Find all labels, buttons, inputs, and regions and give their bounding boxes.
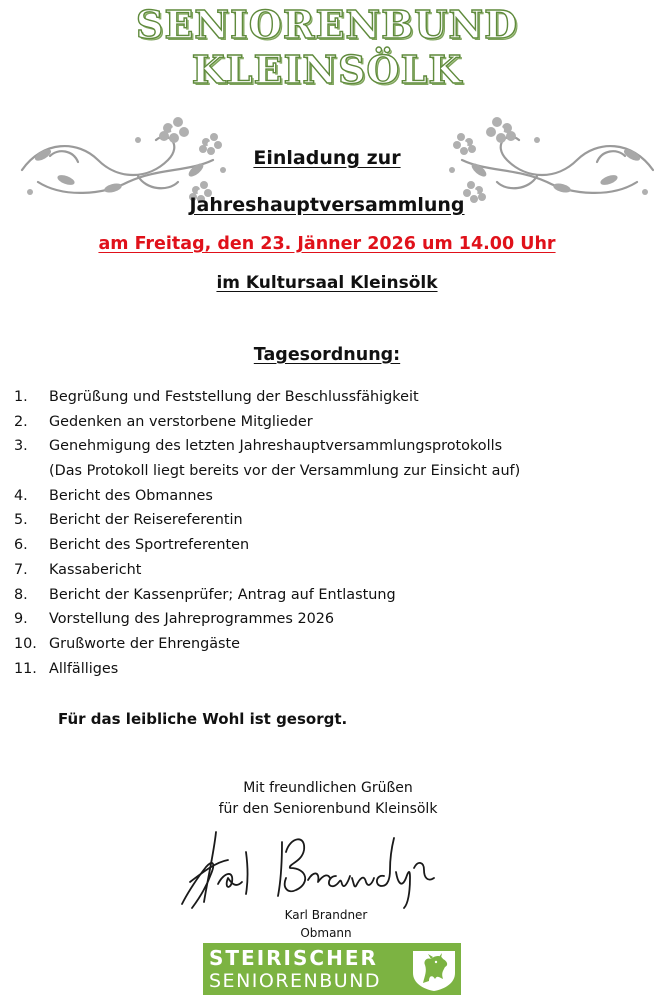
agenda-item-text: Bericht der Reisereferentin	[49, 512, 243, 529]
agenda-item-text: Bericht des Sportreferenten	[49, 537, 250, 554]
agenda-item	[14, 412, 644, 437]
signer-role: Obmann	[300, 926, 352, 940]
agenda-item	[14, 560, 644, 585]
agenda-item	[14, 585, 644, 610]
agenda-item-number: 2.	[14, 413, 28, 430]
event-date: am Freitag, den 23. Jänner 2026 um 14.00 Uhr	[98, 234, 556, 254]
greeting-line2: für den Seniorenbund Kleinsölk	[218, 801, 438, 817]
agenda-item-text: Begrüßung und Feststellung der Beschlussfähigkeit	[49, 389, 419, 405]
agenda-item-text: Vorstellung des Jahreprogrammes 2026	[49, 611, 335, 628]
agenda-item-text: Kassabericht	[49, 561, 142, 578]
agenda-item-number: 10.	[14, 635, 37, 652]
agenda-item-text: Gedenken an verstorbene Mitglieder	[49, 413, 313, 430]
agenda-item	[14, 659, 644, 684]
greeting-line1: Mit freundlichen Grüßen	[243, 780, 413, 796]
agenda-item-number: 1.	[14, 389, 28, 405]
agenda-item	[14, 634, 644, 659]
catering-note: Für das leibliche Wohl ist gesorgt.	[58, 710, 348, 728]
logo-text	[209, 946, 409, 992]
invitation-heading-line1: Einladung zur	[253, 147, 401, 169]
steirischer-seniorenbund-logo	[203, 943, 461, 995]
signer-name: Karl Brandner	[284, 908, 368, 922]
agenda-title: Tagesordnung:	[253, 345, 401, 365]
agenda-item	[14, 609, 644, 634]
agenda-item-number: 5.	[14, 512, 28, 529]
agenda-item-text: Allfälliges	[49, 660, 119, 677]
agenda-item	[14, 436, 644, 485]
agenda-item-note: (Das Protokoll liegt bereits vor der Versammlung zur Einsicht auf)	[49, 463, 521, 480]
agenda-list	[14, 387, 644, 683]
agenda-item-text: Grußworte der Ehrengäste	[49, 635, 241, 652]
agenda-item-text: Bericht der Kassenprüfer; Antrag auf Entlastung	[49, 586, 396, 603]
signature	[178, 822, 440, 912]
agenda-item	[14, 387, 644, 412]
agenda-item-text: Genehmigung des letzten Jahreshauptversammlungsprotokolls	[49, 438, 503, 455]
agenda-item-number: 7.	[14, 561, 28, 578]
agenda-item-number: 11.	[14, 660, 37, 677]
agenda-item-number: 9.	[14, 611, 28, 628]
event-venue: im Kultursaal Kleinsölk	[216, 273, 438, 293]
agenda-item	[14, 510, 644, 535]
agenda-item-text: Bericht des Obmannes	[49, 487, 213, 504]
logo-line2: SENIORENBUND	[209, 970, 382, 992]
agenda-item-number: 3.	[14, 438, 28, 455]
logo-line1: STEIRISCHER	[209, 946, 378, 970]
agenda-item	[14, 486, 644, 511]
page-title: SENIORENBUND KLEINSÖLK	[135, 2, 519, 92]
agenda-item-number: 6.	[14, 537, 28, 554]
agenda-item-block	[49, 436, 520, 481]
agenda-item-number: 8.	[14, 586, 28, 603]
invitation-heading-line2: Jahreshauptversammlung	[189, 194, 465, 216]
styrian-panther-icon	[409, 945, 459, 993]
agenda-item-number: 4.	[14, 487, 28, 504]
agenda-item	[14, 535, 644, 560]
